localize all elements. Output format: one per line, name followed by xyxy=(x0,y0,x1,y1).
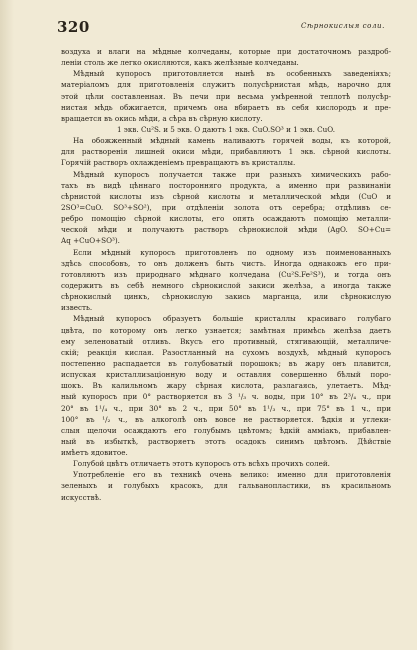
text-line: готовляютъ изъ природнаго мѣднаго колчедана (Cu²S.Fe²S³), и тогда онъ xyxy=(61,269,391,279)
body-text xyxy=(61,46,391,503)
text-line: воздуха и влаги на мѣдные колчеданы, которые при достаточномъ раздроб- xyxy=(61,47,391,56)
page-number: 320 xyxy=(57,18,90,36)
text-line: леніи столь же легко окисляются, какъ желѣзные колчеданы. xyxy=(61,58,299,68)
text-line: 1 экв. Cu²S. и 5 экв. O даютъ 1 экв. CuO.SO³ и 1 экв. CuO. xyxy=(116,124,336,134)
text-line: шокъ. Въ калильномъ жару сѣрная кислота, разлагаясь, улетаетъ. Мѣд- xyxy=(61,381,391,391)
text-line: Aq +CuO+SO³). xyxy=(61,236,120,246)
text-line: матеріаломъ для приготовленія служитъ полусѣрнистая мѣдь, нарочно для xyxy=(61,80,391,90)
page-gutter-shadow xyxy=(0,0,14,650)
running-title: Сѣрнокислыя соли. xyxy=(301,22,385,30)
text-line: для растворенія лишней окиси мѣди, прибавляютъ 1 экв. сѣрной кислоты. xyxy=(61,147,391,157)
text-line: слыя щелочи осаждаютъ его голубымъ цвѣтомъ; ѣдкій амміакъ, прибавлен- xyxy=(61,425,391,435)
text-line: Мѣдный купоросъ образуетъ большіе кристаллы красиваго голубаго xyxy=(73,314,391,324)
text-line: сѣрнокислый цинкъ, сѣрнокислую закись марганца, или сѣрнокислую xyxy=(61,292,391,302)
text-line: содержитъ въ себѣ немного сѣрнокислой закиси желѣза, а иногда также xyxy=(61,280,391,290)
text-line: 20° въ 1¹/₄ ч., при 30° въ 2 ч., при 50° въ 1¹/₃ ч., при 75° въ 1 ч., при xyxy=(61,403,391,413)
text-line: цвѣта, по которому онъ легко узнается; замѣтная примѣсь желѣза даетъ xyxy=(61,325,391,335)
text-line: тахъ въ видѣ цѣннаго посторонняго продукта, а именно при развинаніи xyxy=(61,180,391,190)
text-line: искусствѣ. xyxy=(61,492,102,502)
text-line: сѣрнистой кислоты изъ сѣрной кислоты и металлической мѣди (CuO и xyxy=(61,191,391,201)
text-line: постепенно распадается въ голубоватый порошокъ; въ жару онъ плавится, xyxy=(61,358,391,368)
text-line: ему зеленоватый отливъ. Вкусъ его противный, стягивающій, металличе- xyxy=(61,336,391,346)
text-line: зеленыхъ и голубыхъ красокъ, для гальванопластики, въ красильномъ xyxy=(61,481,391,491)
text-line: ный въ избыткѣ, растворяетъ этотъ осадокъ синимъ цвѣтомъ. Дѣйствіе xyxy=(61,436,391,446)
text-line: скій; реакція кислая. Разостланный на сухомъ воздухѣ, мѣдный купоросъ xyxy=(61,347,391,357)
text-line: нистая мѣдь обжигается, причемъ она вбираетъ въ себя кислородъ и пре- xyxy=(61,102,391,112)
text-line: этой цѣли составленная. Въ печи при весьма умѣренной теплотѣ полусѣр- xyxy=(61,91,391,101)
text-line: Мѣдный купоросъ приготовляется нынѣ въ особенныхъ заведеніяхъ; xyxy=(73,69,391,79)
text-line: На обожженный мѣдный камень наливаютъ горячей воды, къ которой, xyxy=(73,136,391,146)
text-line: Если мѣдный купоросъ приготовленъ по одному изъ поименованныхъ xyxy=(73,247,391,257)
text-line: имѣетъ ядовитое. xyxy=(61,448,128,458)
text-line: испуская кристаллизаціонную воду и оставляя совершенно бѣлый поро- xyxy=(61,370,391,380)
text-line: Употребленіе его въ техникѣ очень велико: именно для приготовленія xyxy=(73,470,391,480)
text-line: Мѣдный купоросъ получается также при разныхъ химическихъ рабо- xyxy=(73,169,391,179)
text-line: Горячій растворъ охлажденіемъ превращаютъ въ кристаллы. xyxy=(61,158,296,168)
running-head xyxy=(57,20,397,34)
text-line: ный купоросъ при 0° растворяется въ 3 ¹/₃ ч. воды, при 10° въ 2³/₄ ч., при xyxy=(61,392,391,402)
text-line: вращается въ окись мѣди, а сѣра въ сѣрную кислоту. xyxy=(61,113,263,123)
text-line: Голубой цвѣтъ отличаетъ этотъ купоросъ отъ всѣхъ прочихъ солей. xyxy=(73,459,330,469)
text-line: ребро помощію сѣрной кислоты, его опять осаждаютъ помощію металли- xyxy=(61,214,391,224)
text-line: 100° въ ¹/₂ ч., въ алкоголѣ онъ вовсе не растворяется. Ѣдкія и углеки- xyxy=(61,414,391,424)
text-line: 2SO³=CuO. SO³+SO²), при отдѣленіи золота отъ серебра; отдѣливъ се- xyxy=(61,202,391,212)
text-line: ческой мѣди и получаютъ растворъ сѣрнокислой мѣди (AgO. SO+Cu= xyxy=(61,225,391,235)
text-line: известь. xyxy=(61,303,93,313)
text-line: здѣсь способовъ, то онъ долженъ быть чистъ. Иногда однакожъ его при- xyxy=(61,258,391,268)
